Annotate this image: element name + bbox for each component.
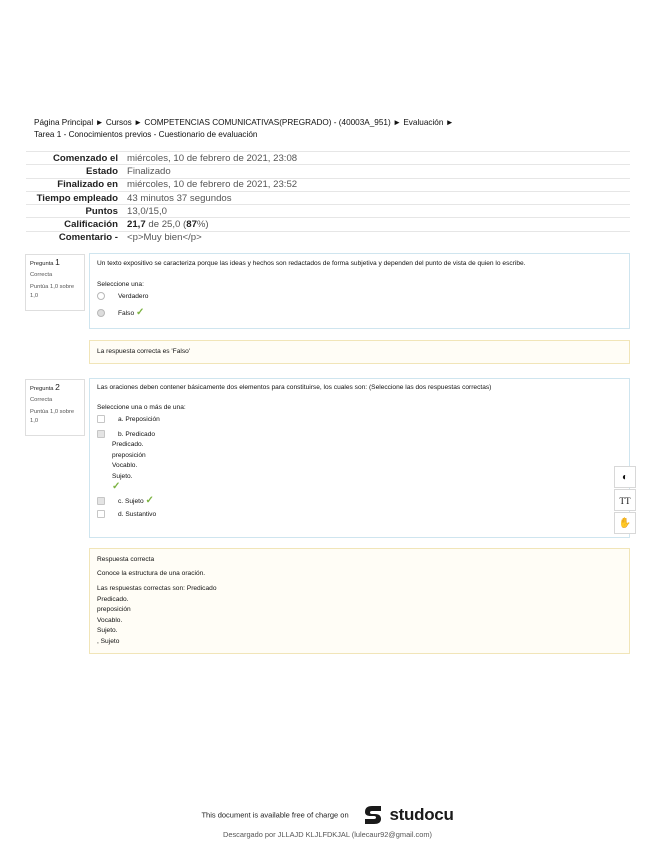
summary-value: 43 minutos 37 segundos (127, 191, 630, 204)
summary-label: Tiempo empleado (26, 191, 127, 204)
question-points: Puntúa 1,0 sobre 1,0 (30, 284, 75, 299)
option-a[interactable] (97, 414, 622, 427)
question-1-box (89, 253, 630, 329)
summary-label: Finalizado en (26, 178, 127, 191)
summary-row (26, 205, 630, 218)
correct-answer-line: Sujeto. (97, 627, 118, 634)
question-num: 2 (55, 382, 60, 392)
summary-row (26, 231, 630, 244)
correct-answer-line: , Sujeto (97, 637, 120, 645)
option-b-details (97, 440, 622, 493)
question-label: Pregunta (30, 386, 54, 392)
summary-label: Comentario - (26, 231, 127, 244)
option-b-line: Predicado. (112, 441, 144, 448)
breadcrumb (34, 117, 614, 141)
question-1-feedback (89, 340, 630, 364)
question-num: 1 (55, 257, 60, 267)
grade-value (127, 218, 630, 231)
check-icon: ✓ (135, 307, 145, 318)
summary-value: <p>Muy bien</p> (127, 231, 630, 244)
feedback-general: Conoce la estructura de una oración. (97, 570, 206, 577)
grade-end: %) (196, 219, 209, 231)
hand-icon: ✋ (618, 518, 632, 529)
option-verdadero[interactable] (97, 291, 622, 304)
correct-answer-line: Vocablo. (97, 616, 123, 624)
correct-answer-text: La respuesta correcta es 'Falso' (97, 348, 191, 355)
option-b-line: preposición (112, 451, 146, 459)
option-label: d. Sustantivo (118, 510, 157, 518)
hand-tool-button[interactable] (614, 512, 636, 534)
correct-answer-line: Predicado. (97, 595, 129, 603)
correct-answer-line: preposición (97, 606, 131, 613)
text-size-icon: TT (619, 496, 631, 506)
option-b-line: Vocablo. (112, 462, 138, 469)
question-text: Las oraciones deben contener básicamente dos elementos para constituirse, los cuales son: (Seleccione las dos respuestas correctas) (97, 384, 492, 391)
attempt-summary-table (26, 151, 630, 244)
summary-row (26, 178, 630, 191)
option-label: Verdadero (118, 293, 149, 300)
question-label: Pregunta (30, 261, 54, 267)
question-2-feedback (89, 548, 630, 654)
feedback-title: Respuesta correcta (97, 556, 155, 563)
checkbox[interactable] (97, 510, 105, 518)
grade-mid: de 25,0 ( (145, 219, 187, 231)
radio-button[interactable] (97, 292, 105, 300)
contrast-tool-button[interactable] (614, 466, 636, 488)
text-size-tool-button[interactable] (614, 489, 636, 511)
downloaded-by-text: Descargado por JLLAJD KLJLFDKJAL (lulecaur92@gmail.com) (223, 830, 432, 839)
breadcrumb-line-2[interactable]: Tarea 1 - Conocimientos previos - Cuestionario de evaluación (34, 130, 258, 139)
summary-label: Comenzado el (26, 152, 127, 165)
question-text: Un texto expositivo se caracteriza porque las ideas y hechos son redactados de forma subjetiva y dependen del punto de vista de quien lo escribe. (97, 260, 526, 267)
grade-bold: 21,7 (127, 219, 146, 231)
studocu-logo-icon (361, 803, 385, 827)
question-prompt: Seleccione una: (97, 281, 144, 288)
question-number (30, 383, 80, 394)
availability-text: This document is available free of charge on (201, 810, 349, 820)
correct-answer-line: Las respuestas correctas son: Predicado (97, 585, 217, 592)
question-2-info (25, 379, 85, 436)
breadcrumb-line-1[interactable]: Página Principal ► Cursos ► COMPETENCIAS COMUNICATIVAS(PREGRADO) - (40003A_951) ► Evaluación ► (34, 118, 454, 127)
option-d[interactable] (97, 509, 622, 522)
grade-percent: 87 (186, 219, 197, 231)
checkbox-checked[interactable] (97, 430, 105, 438)
option-label: c. Sujeto (118, 497, 144, 505)
summary-value: miércoles, 10 de febrero de 2021, 23:08 (127, 152, 630, 165)
summary-value: miércoles, 10 de febrero de 2021, 23:52 (127, 178, 630, 191)
question-prompt: Seleccione una o más de una: (97, 404, 186, 411)
radio-button-selected[interactable] (97, 309, 105, 317)
question-state: Correcta (30, 271, 53, 278)
summary-row (26, 152, 630, 165)
studocu-banner (0, 803, 655, 829)
question-2-box (89, 378, 630, 538)
summary-label: Puntos (26, 205, 127, 218)
summary-value: 13,0/15,0 (127, 205, 630, 218)
option-label: a. Preposición (118, 416, 160, 423)
summary-label: Estado (26, 165, 127, 178)
question-state: Correcta (30, 396, 53, 403)
summary-row (26, 165, 630, 178)
summary-value: Finalizado (127, 165, 630, 178)
summary-row (26, 191, 630, 204)
summary-label: Calificación (26, 218, 127, 231)
check-icon: ✓ (112, 481, 121, 492)
option-c[interactable] (97, 495, 622, 508)
option-label: b. Predicado (118, 431, 156, 438)
correct-answers-list (97, 584, 622, 647)
checkbox[interactable] (97, 415, 105, 423)
checkbox-checked[interactable] (97, 497, 105, 505)
option-falso[interactable] (97, 307, 622, 320)
question-points: Puntúa 1,0 sobre 1,0 (30, 409, 75, 424)
studocu-wordmark[interactable]: studocu (389, 805, 454, 824)
question-number (30, 258, 80, 269)
option-b-line: Sujeto. (112, 472, 133, 480)
summary-row (26, 218, 630, 231)
check-icon: ✓ (145, 494, 154, 506)
contrast-icon: ◐ (621, 472, 629, 483)
question-1-info (25, 254, 85, 311)
option-label: Falso (118, 310, 135, 317)
